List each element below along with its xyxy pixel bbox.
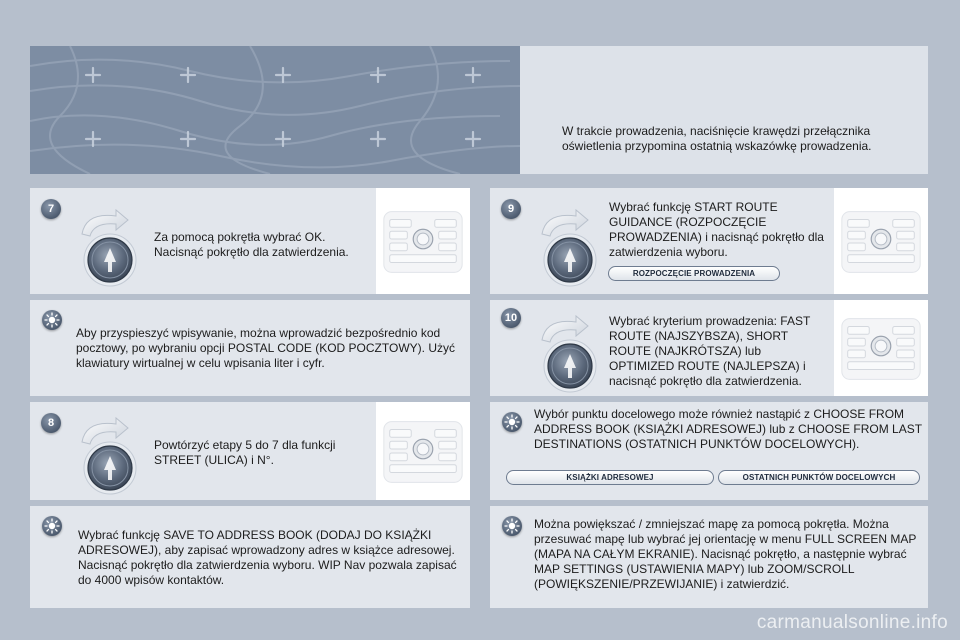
tip-badge [42,516,62,536]
radio-unit-frame [376,188,470,294]
address-book-button[interactable]: KSIĄŻKI ADRESOWEJ [506,470,714,485]
watermark: carmanualsonline.info [756,612,948,633]
step-number-badge: 8 [41,413,61,433]
step-number-badge: 10 [501,308,521,328]
tip-text: Wybór punktu docelowego może również nastąpić z CHOOSE FROM ADDRESS BOOK (KSIĄŻKI ADRESOWEJ) lub z CHOOSE FROM LAST DESTINATIONS (OSTATNICH PUNKTÓW DOCELOWYCH). [534,407,922,451]
rotate-knob-icon [72,204,152,288]
header-banner [30,46,928,174]
tip-icon [502,516,522,536]
rotate-knob-icon [72,412,152,496]
step-number-badge: 9 [501,199,521,219]
step-8-panel [30,402,470,500]
step-10-panel [490,300,928,396]
radio-unit-frame [834,188,928,294]
radio-unit-icon [834,300,928,396]
step-text: Wybrać kryterium prowadzenia: FAST ROUTE (NAJSZYBSZA), SHORT ROUTE (NAJKRÓTSZA) lub OPTIMIZED ROUTE (NAJLEPSZA) i nacisnąć pokrętło dla zatwierdzenia. [609,314,811,388]
tip-badge [42,310,62,330]
step-number-badge: 7 [41,199,61,219]
tip-text: Wybrać funkcję SAVE TO ADDRESS BOOK (DODAJ DO KSIĄŻKI ADRESOWEJ), aby zapisać wprowadzony adres w książce adresowej. Nacisnąć pokrętło dla zatwierdzenia wyboru. WIP Nav pozwala zapisać do 4000 wpisów kontaktów. [78,528,457,587]
banner-note [520,46,928,174]
radio-unit-icon [376,403,470,499]
tip-badge [502,412,522,432]
tip-destination-panel [490,402,928,500]
rotate-knob-icon [532,204,612,288]
step-7-panel [30,188,470,294]
banner-text: W trakcie prowadzenia, naciśnięcie krawędzi przełącznika oświetlenia przypomina ostatnią wskazówkę prowadzenia. [562,124,872,153]
radio-unit-icon [834,193,928,289]
tip-badge [502,516,522,536]
tip-icon [42,310,62,330]
tip-text: Można powiększać / zmniejszać mapę za pomocą pokrętła. Można przesuwać mapę lub wybrać jej orientację w menu FULL SCREEN MAP (MAPA NA CAŁYM EKRANIE). Nacisnąć pokrętło, a następnie wybrać MAP SETTINGS (USTAWIENIA MAPY) lub ZOOM/SCROLL (POWIĘKSZENIE/PRZEWIJANIE) i zatwierdzić. [534,517,917,591]
radio-unit-frame [834,300,928,396]
start-route-guidance-button[interactable]: ROZPOCZĘCIE PROWADZENIA [608,266,780,281]
tip-zoom-panel [490,506,928,608]
tip-icon [502,412,522,432]
step-text: Wybrać funkcję START ROUTE GUIDANCE (ROZPOCZĘCIE PROWADZENIA) i nacisnąć pokrętło dla zatwierdzenia wyboru. [609,200,824,259]
last-destinations-button[interactable]: OSTATNICH PUNKTÓW DOCELOWYCH [718,470,920,485]
step-text: Za pomocą pokrętła wybrać OK. Nacisnąć pokrętło dla zatwierdzenia. [154,230,349,259]
rotate-knob-icon [532,310,612,394]
tip-icon [42,516,62,536]
step-text: Powtórzyć etapy 5 do 7 dla funkcji STREET (ULICA) i N°. [154,438,336,467]
step-9-panel [490,188,928,294]
tip-save-panel [30,506,470,608]
tip-postal-panel [30,300,470,396]
radio-unit-frame [376,402,470,500]
radio-unit-icon [376,193,470,289]
tip-text: Aby przyspieszyć wpisywanie, można wprowadzić bezpośrednio kod pocztowy, po wybraniu opcji POSTAL CODE (KOD POCZTOWY). Użyć klawiatury wirtualnej w celu wpisania liter i cyfr. [76,326,455,370]
